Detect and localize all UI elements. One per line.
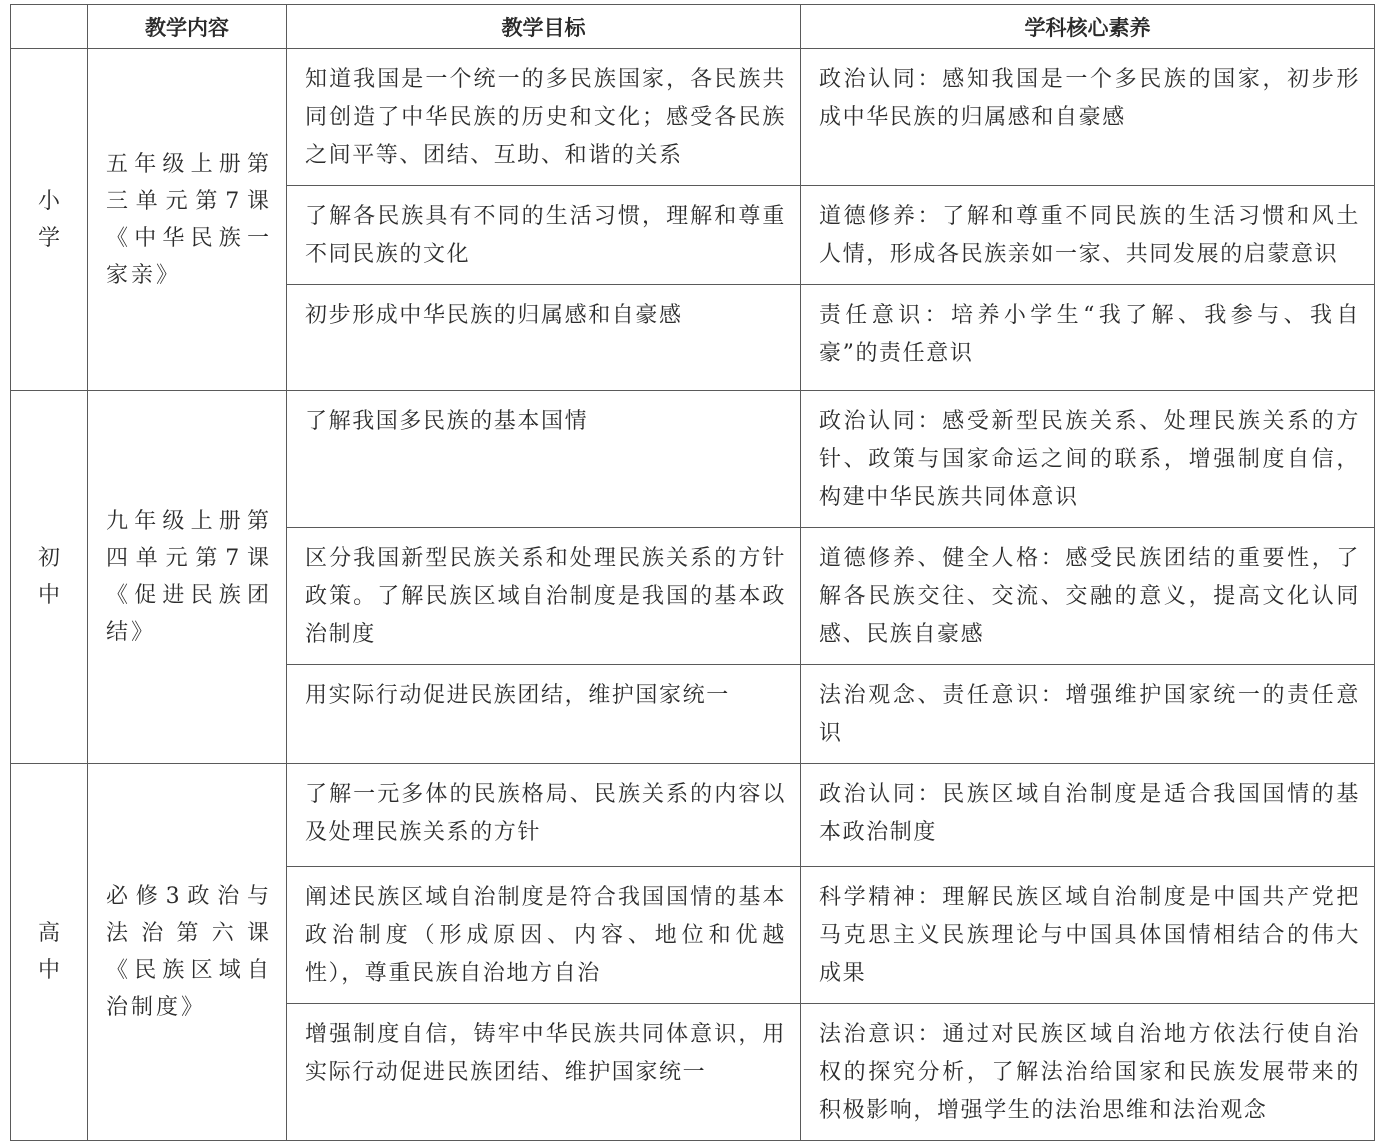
teaching-goal: 用实际行动促进民族团结，维护国家统一	[305, 683, 730, 708]
goal-cell	[287, 285, 801, 391]
level-label: 小学	[37, 188, 60, 251]
goal-cell	[287, 391, 801, 528]
table-row	[11, 764, 1375, 867]
core-literacy: 法治观念、责任意识：增强维护国家统一的责任意识	[819, 683, 1360, 746]
header-goal: 教学目标	[287, 5, 801, 49]
teaching-content: 必修3政治与法治第六课《民族区域自治制度》	[106, 884, 272, 1020]
table-row	[11, 49, 1375, 186]
header-row	[11, 5, 1375, 49]
header-literacy: 学科核心素养	[801, 5, 1375, 49]
content-cell-primary	[88, 49, 287, 391]
curriculum-table	[10, 4, 1375, 1141]
level-cell-primary	[11, 49, 88, 391]
level-label: 高中	[37, 921, 60, 983]
core-literacy: 责任意识：培养小学生“我了解、我参与、我自豪”的责任意识	[819, 303, 1360, 366]
literacy-cell	[801, 867, 1375, 1004]
teaching-goal: 知道我国是一个统一的多民族国家，各民族共同创造了中华民族的历史和文化；感受各民族之间平等、团结、互助、和谐的关系	[305, 67, 786, 168]
literacy-cell	[801, 1004, 1375, 1141]
level-cell-high	[11, 764, 88, 1141]
literacy-cell	[801, 665, 1375, 764]
goal-cell	[287, 528, 801, 665]
goal-cell	[287, 867, 801, 1004]
core-literacy: 道德修养、健全人格：感受民族团结的重要性，了解各民族交往、交流、交融的意义，提高文化认同感、民族自豪感	[819, 546, 1360, 647]
content-cell-middle	[88, 391, 287, 764]
header-level-blank	[11, 5, 88, 49]
goal-cell	[287, 1004, 801, 1141]
teaching-content: 九年级上册第四单元第7课《促进民族团结》	[106, 509, 272, 645]
content-cell-high	[88, 764, 287, 1141]
core-literacy: 政治认同：感知我国是一个多民族的国家，初步形成中华民族的归属感和自豪感	[819, 67, 1360, 130]
literacy-cell	[801, 528, 1375, 665]
core-literacy: 法治意识：通过对民族区域自治地方依法行使自治权的探究分析，了解法治给国家和民族发展带来的积极影响，增强学生的法治思维和法治观念	[819, 1022, 1360, 1123]
goal-cell	[287, 764, 801, 867]
core-literacy: 政治认同：民族区域自治制度是适合我国国情的基本政治制度	[819, 782, 1360, 845]
header-content: 教学内容	[88, 5, 287, 49]
table-row	[11, 391, 1375, 528]
literacy-cell	[801, 764, 1375, 867]
literacy-cell	[801, 186, 1375, 285]
core-literacy: 政治认同：感受新型民族关系、处理民族关系的方针、政策与国家命运之间的联系，增强制度自信，构建中华民族共同体意识	[819, 409, 1360, 510]
teaching-goal: 了解一元多体的民族格局、民族关系的内容以及处理民族关系的方针	[305, 782, 786, 845]
level-label: 初中	[37, 546, 60, 608]
teaching-content: 五年级上册第三单元第7课《中华民族一家亲》	[106, 151, 272, 288]
literacy-cell	[801, 49, 1375, 186]
core-literacy: 科学精神：理解民族区域自治制度是中国共产党把马克思主义民族理论与中国具体国情相结合的伟大成果	[819, 885, 1360, 986]
teaching-goal: 阐述民族区域自治制度是符合我国国情的基本政治制度（形成原因、内容、地位和优越性），尊重民族自治地方自治	[305, 885, 786, 986]
goal-cell	[287, 186, 801, 285]
literacy-cell	[801, 391, 1375, 528]
teaching-goal: 了解我国多民族的基本国情	[305, 409, 589, 434]
literacy-cell	[801, 285, 1375, 391]
core-literacy: 道德修养：了解和尊重不同民族的生活习惯和风土人情，形成各民族亲如一家、共同发展的启蒙意识	[819, 204, 1360, 267]
level-cell-middle	[11, 391, 88, 764]
teaching-goal: 增强制度自信，铸牢中华民族共同体意识，用实际行动促进民族团结、维护国家统一	[305, 1022, 786, 1085]
goal-cell	[287, 665, 801, 764]
teaching-goal: 区分我国新型民族关系和处理民族关系的方针政策。了解民族区域自治制度是我国的基本政治制度	[305, 546, 786, 647]
goal-cell	[287, 49, 801, 186]
teaching-goal: 初步形成中华民族的归属感和自豪感	[305, 303, 683, 328]
teaching-goal: 了解各民族具有不同的生活习惯，理解和尊重不同民族的文化	[305, 204, 786, 267]
